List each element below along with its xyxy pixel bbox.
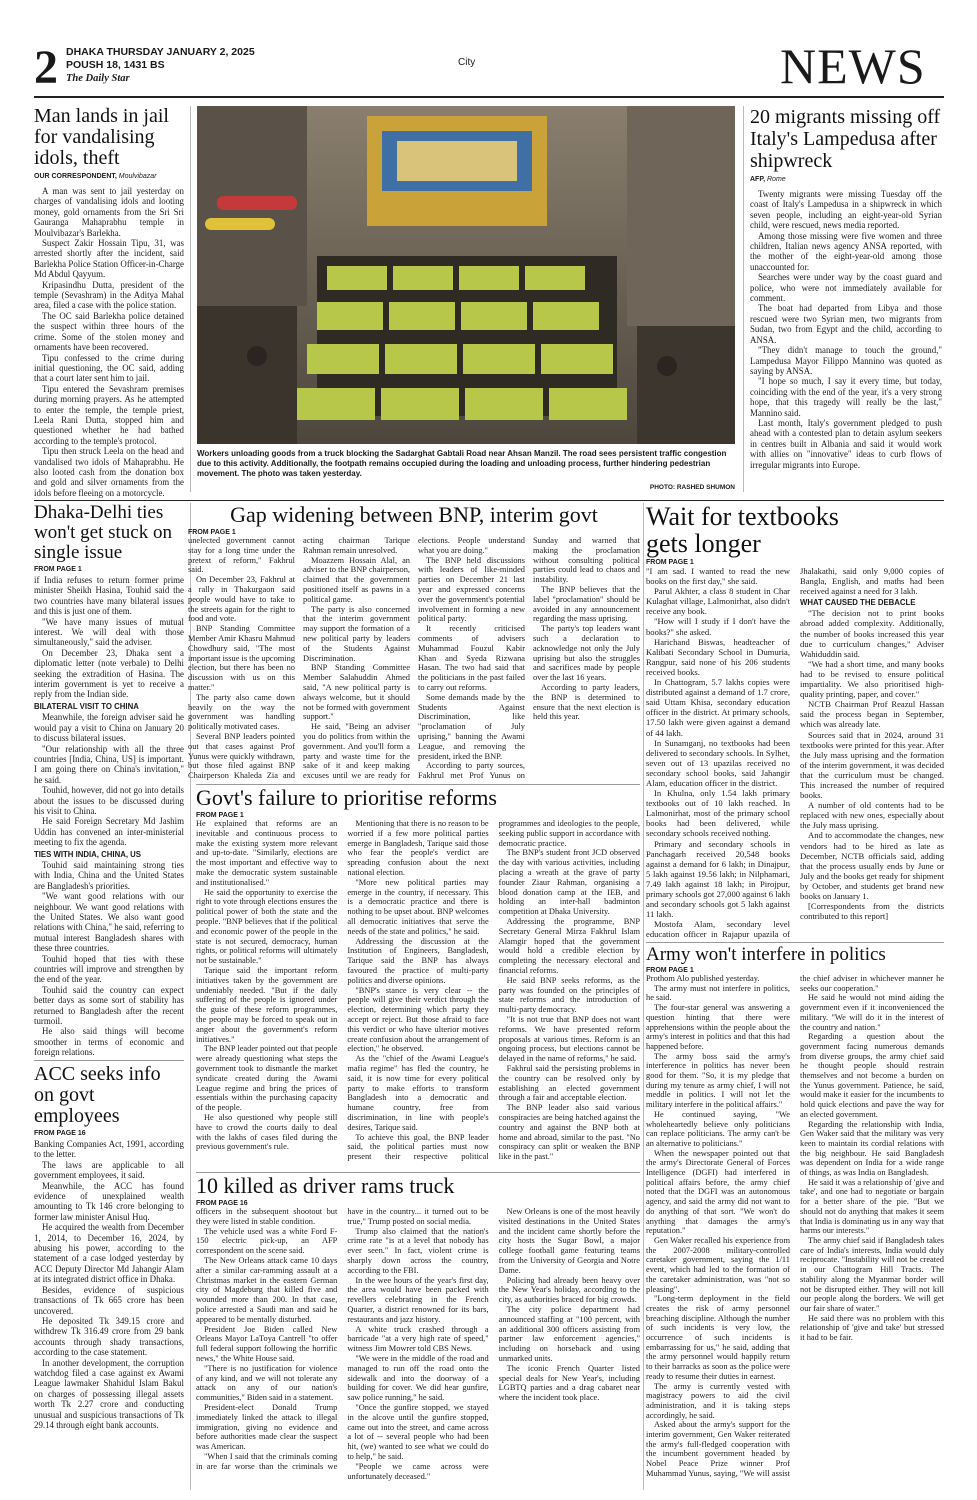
subhead: BILATERAL VISIT TO CHINA <box>34 701 139 711</box>
divider <box>646 942 944 943</box>
article-bnp-gap <box>188 503 640 781</box>
news-photo <box>197 106 735 444</box>
masthead-meta <box>66 46 255 85</box>
headline: 20 migrants missing off Italy's Lampedusa after shipwreck <box>750 106 941 172</box>
section-title: NEWS <box>780 38 926 94</box>
article-army <box>646 944 944 1490</box>
article-truck <box>196 1174 640 1490</box>
headline: Wait for textbooks gets longer <box>646 503 839 558</box>
bangla-date: POUSH 18, 1431 BS <box>66 59 165 71</box>
headline: Gap widening between BNP, interim govt <box>230 503 598 527</box>
photo-caption: Workers unloading goods from a truck blocking the Sadarghat Gabtali Road near Ahsan Manzil. The road sees persistent traffic congestion due to this activity. Additionally, the footpath remains occupied during the loading and unloading process, further hindering pedestrian movement. The photo was taken yesterday. <box>197 449 727 478</box>
article-body: Twenty migrants were missing Tuesday off the coast of Italy's Lampedusa in a shipwreck in which seven people, including an eight-year-old Syrian child, were rescued, news media reported. Among those missing were five women and three children, Italian news agency ANSA reported, with the mother of the eight-year-old among those unaccounted for. Searches were under way by the coast guard and police, who were not immediately available for comment. The boat had departed from Libya and those rescued were two Syrian men, two migrants from Sudan, two from Egypt and the child, according to ANSA. "They didn't manage to touch the ground," Lampedusa Mayor Filippo Mannino was quoted as saying by ANSA. "I hope so much, I say it every time, but today, coinciding with the end of the year, it's a very strong hope, that this tragedy will really be the last," Mannino said. Last month, Italy's government pledged to push ahead with a contested plan to detain asylum seekers in centres built in Albania and said it would work with allies on "innovative" ideas to curb flows of irregular migrants into Europe. <box>750 189 942 470</box>
paper-logo: The Daily Star <box>66 73 130 84</box>
section-label: City <box>458 57 476 68</box>
divider <box>196 1172 640 1173</box>
photo-credit: PHOTO: RASHED SHUMON <box>649 484 735 491</box>
street-scene-image <box>197 106 735 444</box>
article-body: "I am sad. I wanted to read the new books on the first day," she said. Parul Akhter, a class 8 student in Char Kulaghat village, Lalmonirhat, also didn't receive any book. "How will I study if I don't have the books?" she asked. Harichand Biswas, headteacher of Kalibati Secondary School in Dumuria, Rangpur, said none of his 206 students received books. In Chattogram, 5.7 lakhs copies were distributed against a demand of 1.7 crore, said Uttam Khisa, secondary education officer in the district. At primary schools, 17.50 lakh were given against a demand of 44 lakh. In Sunamganj, no textbooks had been delivered to secondary schools. In Sylhet, seven out of 13 upazilas received no secondary school books, said Jahangir Alam, education officer in the district. In Khulna, only 1.54 lakh primary textbooks out of 10 lakh reached. In Lalmonirhat, most of the primary school books had been delivered, while secondary schools received nothing. Primary and secondary schools in Panchagarh received 20,548 books against a demand for 6 lakh; in Dinajpur, 5 lakh against 19.56 lakh; in Nilphamari, 7.49 lakh against 18 lakh; in Pirojpur, primary schools got 27,000 against 6 lakh and secondary schools got 5 lakh against 11 lakh. Mostofa Alam, secondary level education officer in Rajapur upazila of Jhalakathi, said only 9,000 copies of Bangla, English, and maths had been received against a need for 3 lakh. WHAT CAUSED THE DEBACLE "The decision not to print books abroad added complexity. Additionally, the number of books increased this year due to curriculum changes," Adviser Wahiduddin said. "We had a short time, and many books had to be revised to ensure political impartiality. We also prioritised high-quality printing, paper, and cover." NCTB Chairman Prof Reazul Hassan said the process began in September, which was already late. Sources said that in 2024, around 31 textbooks were printed for this year. After the July mass uprising and the formation of the interim government, it was decided that the curriculum must be changed. This increased the number of required books. A number of old contents had to be replaced with new ones, especially about the July mass uprising. And to accommodate the changes, new vendors had to be hired as late as December, NCTB officials said, adding that the process usually ends by June or July and the books get ready for shipment by October, and students get brand new books on January 1. [Correspondents from the districts contributed to this report] <box>646 566 944 940</box>
headline: Govt's failure to prioritise reforms <box>196 786 497 810</box>
article-body: A man was sent to jail yesterday on charges of vandalising idols and looting money, gold ornaments from the Sri Sri Gauranga Mahaprabhu temple in Moulvibazar's Barlekha. Suspect Zakir Hossain Tipu, 31, was arrested shortly after the incident, said Barlekha Police Station Officer-in-Charge Md Abdul Qayyum. Kripasindhu Dutta, president of the temple (Sevashram) in the Aditya Mahal area, filed a case with the police station. The OC said Barlekha police detained the suspect within three hours of the crime. Some of the stolen money and ornaments have been recovered. Tipu confessed to the crime during initial questioning, the OC said, adding that a court later sent him to jail. Tipu entered the Sevashram premises during morning prayers. As he attempted to enter the temple, the temple priest, Leela Rani Dutta, stopped him and questioned whether he had bathed according to the temple's protocol. Tipu then struck Leela on the head and vandalised two idols of Mahaprabhu. He also looted cash from the donation box and gold and silver ornaments from the idols before fleeing on a motorcycle. <box>34 186 184 498</box>
divider <box>196 784 640 785</box>
subhead: TIES WITH INDIA, CHINA, US <box>34 849 141 859</box>
subhead: WHAT CAUSED THE DEBACLE <box>800 598 916 608</box>
from-page: FROM PAGE 16 <box>34 1130 86 1137</box>
article-delhi <box>34 503 184 1058</box>
headline: Man lands in jail for vandalising idols, theft <box>34 106 169 169</box>
headline: Army won't interfere in politics <box>646 944 886 965</box>
date-line: DHAKA THURSDAY JANUARY 2, 2025 <box>66 46 255 58</box>
masthead-rule <box>34 96 944 98</box>
divider <box>34 1060 184 1061</box>
byline: OUR CORRESPONDENT, Moulvibazar <box>34 173 157 180</box>
headline: ACC seeks info on govt employees <box>34 1064 161 1127</box>
section-rule <box>34 500 944 501</box>
divider <box>743 106 744 492</box>
article-acc <box>34 1064 184 1490</box>
headline: 10 killed as driver rams truck <box>196 1174 455 1198</box>
article-body: Banking Companies Act, 1991, according to the letter. The laws are applicable to all government employees, it said. Meanwhile, the ACC has found evidence of unexplained wealth amounting to Tk 146 crore belonging to former law minister Anisul Huq. He acquired the wealth from December 1, 2014, to December 16, 2024, by abusing his power, according to the statement of a case lodged yesterday by ACC Deputy Director Md Jahangir Alam at its integrated district office in Dhaka. Besides, evidence of suspicious transactions of Tk 665 crore has been uncovered. He deposited Tk 349.15 crore and withdrew Tk 316.49 crore from 29 bank accounts through shady transactions, according to the case statement. In another development, the corruption watchdog filed a case against ex Awami League lawmaker Shahidul Islam Bakul on charges of possessing illegal assets worth Tk 2.27 crore and conducting unusual and suspicious transactions of Tk 29.14 through eight bank accounts. <box>34 1139 184 1430</box>
byline: AFP, Rome <box>750 176 786 183</box>
from-page: FROM PAGE 1 <box>646 967 694 974</box>
article-reforms <box>196 786 640 1168</box>
page-number: 2 <box>34 44 58 92</box>
article-italy <box>750 106 942 498</box>
article-body: unelected government cannot stay for a long time under the pretext of reform," Fakhrul said. On December 23, Fakhrul at a rally in Thakurgaon said people would have to take to the streets again for the right to food and vote. BNP Standing Committee Member Amir Khasru Mahmud Chowdhury said, "The most important issue is the upcoming election, but there has been no discussion with us on this matter." The party also came down heavily on the way the government was handling politically motivated cases. Several BNP leaders pointed out that cases against Prof Yunus were quickly withdrawn, but those filed against BNP Chairperson Khaleda Zia and acting chairman Tarique Rahman remain unresolved. Moazzem Hossain Alal, an adviser to the BNP chairperson, claimed that the government positioned itself as pawns in a political game. The party is also concerned that the interim government may support the formation of a new political party by leaders of the Students Against Discrimination. BNP Standing Committee Member Salahuddin Ahmed said, "A new political party is always welcome, but it should not be formed with government support." He said, "Being an adviser you do politics from within the government. And you'll form a party and waste time for the sake of it and keep making excuses until we are ready for elections. People understand what you are doing." The BNP held discussions with leaders of like-minded parties on December 21 last year and expressed concerns over the government's potential involvement in forming a new political party. It recently criticised comments of advisers Muhammad Fouzul Kabir Khan and Syeda Rizwana Hasan. The two had said that the politicians in the past failed to carry out reforms. Some demands made by the Students Against Discrimination, like "proclamation of July uprising," banning the Awami League, and removing the president, irked the BNP. According to party sources, Fakhrul met Prof Yunus on Sunday and warned that making the proclamation without consulting political parties could lead to chaos and instability. The BNP believes that the label "proclamation" should be avoided in any announcement regarding the mass uprising. The party's top leaders want such a declaration to acknowledge not only the July uprising but also the struggles and sacrifices made by people over the last 16 years. According to party leaders, the BNP is determined to ensure that the next election is held this year. <box>188 536 640 781</box>
article-textbooks <box>646 503 944 941</box>
from-page: FROM PAGE 16 <box>196 1200 248 1207</box>
article-body: if India refuses to return former prime minister Sheikh Hasina, Touhid said the two countries have many bilateral issues and this is just one of them. "We have many issues of mutual interest. We will deal with those simultaneously," said the adviser. On December 23, Dhaka sent a diplomatic letter (note verbale) to Delhi seeking the extradition of Hasina. The interim government is yet to receive a reply from the Indian side. BILATERAL VISIT TO CHINA Meanwhile, the foreign adviser said he would pay a visit to China on January 20 to discuss bilateral issues. "Our relationship with all the three countries [India, China, US] is important. I am going there on China's invitation," he said. Touhid, however, did not go into details about the issues to be discussed during his visit to China. He said Foreign Secretary Md Jashim Uddin has convened an inter-ministerial meeting to fix the agenda. TIES WITH INDIA, CHINA, US Touhid said maintaining strong ties with India, China and the United States are Bangladesh's priorities. "We want good relations with our neighbour. We want good relations with the United States. We also want good relations with China," he said, referring to mutual interest Bangladesh shares with these three countries. Touhid hoped that ties with these countries will improve and strengthen by the end of the year. Touhid said the country can expect better days as some sort of stability has returned to Bangladesh after the recent turmoil. He also said things will become smoother in terms of economic and foreign relations. <box>34 575 184 1058</box>
from-page: FROM PAGE 1 <box>188 529 236 536</box>
divider <box>190 106 191 492</box>
from-page: FROM PAGE 1 <box>196 812 244 819</box>
article-body: officers in the subsequent shootout but they were listed in stable condition. The vehicle used was a white Ford F-150 electric pick-up, an AFP correspondent on the scene said. The New Orleans attack came 10 days after a similar car-ramming assault at a Christmas market in the eastern German city of Magdeburg that killed five and wounded more than 200. In that case, police arrested a Saudi man and said he appeared to be mentally disturbed. President Joe Biden called New Orleans Mayor LaToya Cantrell "to offer full federal support following the horrific news," the White House said. "There is no justification for violence of any kind, and we will not tolerate any attack on any of our nation's communities," Biden said in a statement. President-elect Donald Trump immediately linked the attack to illegal immigration, giving no evidence and before authorities made clear the suspect was American. "When I said that the criminals coming in are far worse than the criminals we have in the country... it turned out to be true," Trump posted on social media. Trump also claimed that the nation's crime rate "is at a level that nobody has ever seen." In fact, violent crime is sharply down across the country, according to the FBI. In the wee hours of the year's first day, the area would have been packed with revellers celebrating in the French Quarter, a district renowned for its bars, restaurants and jazz history. A white truck crashed through a barricade "at a very high rate of speed," witness Jim Mowrer told CBS News. "We were in the middle of the road and managed to run off the road onto the sidewalk and into the doorway of a building for cover. We did hear gunfire, saw police running," he said. "Once the gunfire stopped, we stayed in the alcove until the gunfire stopped, came out into the street, and came across a lot of -- several people who had been hit, (we) wanted to see what we could do to help," he said. "People we came across were unfortunately deceased." New Orleans is one of the most heavily visited destinations in the United States and the incident came shortly before the city hosts the Sugar Bowl, a major college football game featuring teams from the University of Georgia and Notre Dame. Policing had already been heavy over the New Year's holiday, according to the city, as authorities braced for big crowds. The city police department had announced staffing at "100 percent, with an additional 300 officers assisting from partner law enforcement agencies," including on horseback and using unmarked units. The iconic French Quarter listed special deals for New Year's, including LGBTQ parties and a drag cabaret near where the incident took place. <box>196 1207 640 1481</box>
article-body: He explained that reforms are an inevitable and continuous process to make the existing system more relevant and up-to-date. "Similarly, elections are the most important and effective way to make the democratic system sustainable and institutionalised." He said the opportunity to exercise the right to vote through elections ensures the political power of both the state and the people. "BNP believes that if the political and economic power of the people in the state is not secured, democracy, human rights, or political reforms will ultimately not be sustainable." Tarique said the important reform initiatives taken by the government are undeniably needed. "But if the daily suffering of the people is ignored under the guise of these reform programmes, the people may be forced to speak out in anger about the government's reform initiatives." The BNP leader pointed out that people were already questioning what steps the government took to dismantle the market syndicate created during the Awami League regime and bring the prices of essentials within the purchasing capacity of the people. He also questioned why people still have to crowd the courts daily to deal with the lakhs of cases filed during the previous government's rule. Mentioning that there is no reason to be worried if a few more political parties emerge in Bangladesh, Tarique said those who fear the people's verdict are spreading confusion about the next national election. "More new political parties may emerge in the country, if necessary. This is a democratic practice and there is nothing to be upset about. BNP welcomes all democratic initiatives that serve the needs of the state and politics," he said. Addressing the discussion at the Institution of Engineers, Bangladesh, Tarique said the BNP has always favoured the practice of multi-party politics and diverse opinions. "BNP's stance is very clear -- the people will give their verdict through the election, determining which party they accept or reject. But those afraid to face this verdict or who have ulterior motives create confusion about the arrangement of election," he observed. As the "chief of the Awami League's mafia regime" has fled the country, he said, it is now time for every political party to make efforts to transform Bangladesh into a democratic and humane country, free from discrimination, in line with people's desires, Tarique said. To achieve this goal, the BNP leader said, the political parties must now present their respective political programmes and ideologies to the people, seeking public support in accordance with democratic practice. The BNP's student front JCD observed the day with various activities, including placing a wreath at the grave of party founder Ziaur Rahman, organising a blood donation camp at the IEB, and holding an inter-hall badminton competition at Dhaka University. Addressing the programme, BNP Secretary General Mirza Fakhrul Islam Alamgir hoped that the government would hold a credible election by completing the necessary electoral and financial reforms. He said BNP seeks reforms, as the party was founded on the principles of state reforms and the introduction of multi-party democracy. "It is not true that BNP does not want reforms. We have presented reform proposals at various times. Reform is an ongoing process, but elections cannot be delayed in the name of reforms," he said. Fakhrul said the persisting problems in the country can be resolved only by establishing an elected government through a fair and acceptable election. The BNP leader also said various conspiracies are being hatched against the country and against the BNP both at home and abroad, similar to the past. "No conspiracy can split or weaken the BNP like in the past." <box>196 819 640 1162</box>
article-body: Prothom Alo published yesterday. The army must not interfere in politics, he said. The four-star general was answering a question hinting that there were apprehensions within the people about the army's interest in politics and that this had happened before. The army boss said the army's interference in politics has never been good for them. "So, it is my pledge that during my tenure as army chief, I will not meddle in politics. I will not let the military interfere in the political affairs." He continued saying, "We wholeheartedly believe only politicians can replace politicians. The army can't be an alternative to politicians." When the newspaper pointed out that the army's Directorate General of Forces Intelligence (DGFI) had interfered in political affairs before, the army chief noted that the DGFI was an autonomous agency, and said the army did not want to do anything of that sort. "We won't do anything that damages the army's reputation." Gen Waker recalled his experience from the 2007-2008 military-controlled caretaker government, saying the 1/11 event, which had led to the formation of the caretaker administration, was "not so pleasing". "Long-term deployment in the field creates the risk of army personnel breaching discipline. Although the number of such incidents is very low, the occurrence of such incidents is embarrassing for us," he said, adding that the army personnel would happily return to their barracks as soon as the police were ready to resume their duties in earnest. The army is currently vested with magistracy powers to aid the civil administration, and it is taking steps accordingly, he said. Asked about the army's support for the interim government, Gen Waker reiterated the army's full-fledged cooperation with the incumbent government headed by Nobel Peace Prize winner Prof Muhammad Yunus, saying, "We will assist the chief adviser in whichever manner he seeks our cooperation." He said he would not mind aiding the government even if it inconvenienced the military. "We will do it in the interest of the country and nation." Regarding a question about the government facing numerous demands from diverse groups, the army chief said he thought people should restrain themselves and not become a burden on the Yunus government. Patience, he said, would make it easier for the incumbents to hold quick elections and pave the way for an elected government. Regarding the relationship with India, Gen Waker said that the military was very keen to maintain its cordial relations with the big neighbour. He said Bangladesh was dependent on India for a wide range of things, as was India on Bangladesh. He said it was a relationship of 'give and take', and one had to negotiate or bargain for a better share of the pie. "But we should not do anything that makes it seem that India is dominating us in any way that harms our interests." The army chief said if Bangladesh takes care of India's interests, India would duly reciprocate. "Instability will not be created in our Chattogram Hill Tracts. The stability along the Myanmar border will not be disrupted either. They will not kill our people along the borders. We will get our fair share of water." He said there was no problem with this relationship of 'give and take' but stressed it had to be fair. <box>646 974 944 1478</box>
divider <box>643 503 644 1490</box>
from-page: FROM PAGE 1 <box>646 559 694 566</box>
article-jail <box>34 106 184 498</box>
headline: Dhaka-Delhi ties won't get stuck on single issue <box>34 503 172 563</box>
from-page: FROM PAGE 1 <box>34 566 82 573</box>
